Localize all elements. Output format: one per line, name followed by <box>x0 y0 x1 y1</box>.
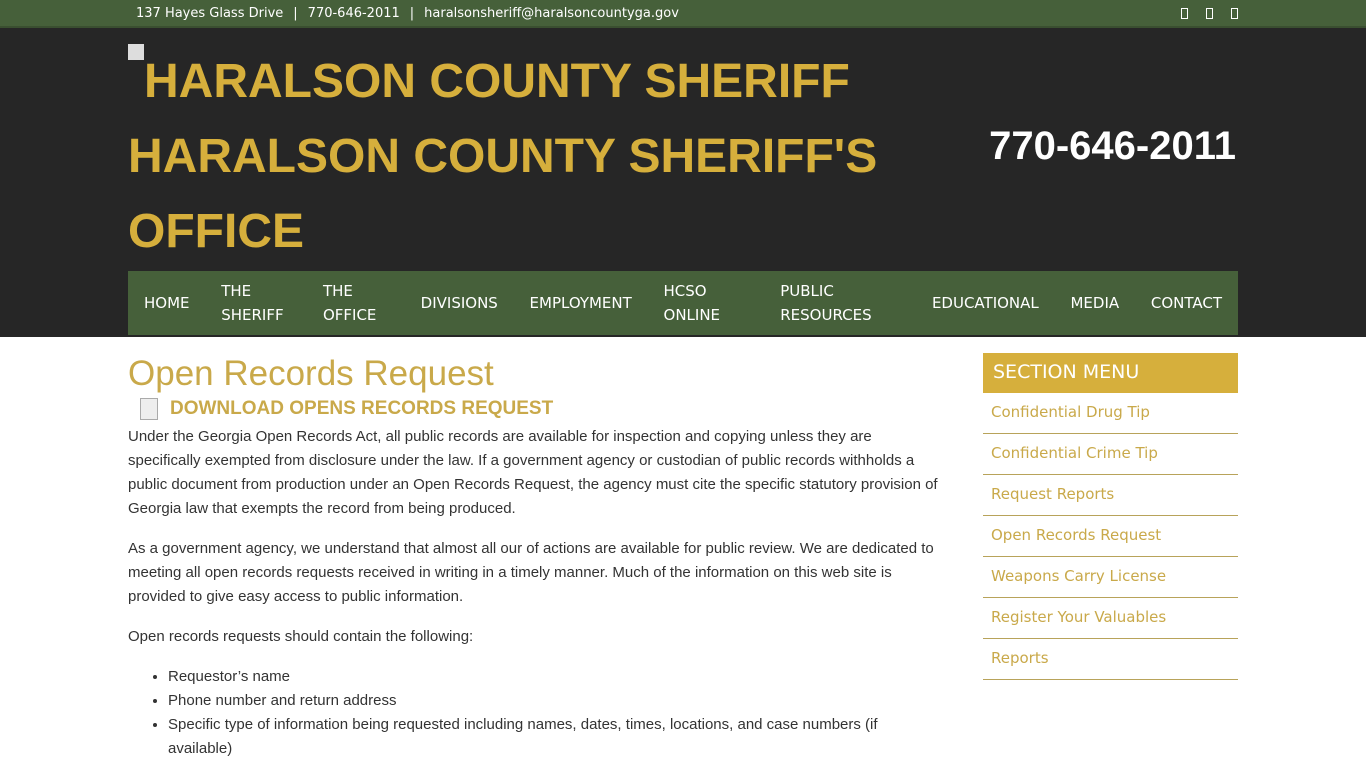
broken-image-icon <box>128 44 144 60</box>
section-menu <box>983 353 1238 761</box>
content <box>128 337 938 761</box>
header-phone[interactable]: 770-646-2011 <box>989 124 1236 168</box>
separator: | <box>409 5 415 21</box>
nav-employment[interactable]: EMPLOYMENT <box>529 294 632 312</box>
sidebar-item[interactable]: Confidential Drug Tip <box>983 393 1238 434</box>
sidebar-item[interactable]: Reports <box>983 639 1238 680</box>
document-icon <box>140 398 158 420</box>
nav-contact[interactable]: CONTACT <box>1150 294 1222 312</box>
nav-educational[interactable]: EDUCATIONAL <box>931 294 1039 312</box>
site-header <box>0 28 1366 337</box>
paragraph: Open records requests should contain the following: <box>128 628 474 645</box>
requirements-list <box>168 665 938 761</box>
top-phone[interactable]: 770-646-2011 <box>307 5 400 21</box>
nav-the-office[interactable]: THE OFFICE <box>322 282 377 324</box>
nav-home[interactable]: HOME <box>144 294 190 312</box>
facebook-icon[interactable] <box>1181 8 1188 19</box>
social-links <box>1181 8 1238 19</box>
paragraph: Under the Georgia Open Records Act, all public records are available for inspection and copying unless they are specifically exempted from disclosure under the law. If a government agency or custodian of public records withholds a public document from production under an Open Records Request, the agency must cite the specific statutory provision of Georgia law that exempts the record from being produced. <box>128 428 938 517</box>
nav-divisions[interactable]: DIVISIONS <box>420 294 498 312</box>
logo-alt-text: HARALSON COUNTY SHERIFF HARALSON COUNTY SHERIFF'S OFFICE <box>128 55 878 258</box>
nav-media[interactable]: MEDIA <box>1070 294 1120 312</box>
twitter-icon[interactable] <box>1206 8 1213 19</box>
nav-the-sheriff[interactable]: THE SHERIFF <box>221 282 284 324</box>
main-nav <box>128 271 1238 335</box>
logo[interactable] <box>128 44 928 269</box>
sidebar-item[interactable]: Open Records Request <box>983 516 1238 557</box>
sidebar-item[interactable]: Request Reports <box>983 475 1238 516</box>
paragraph: As a government agency, we understand that almost all our of actions are available for public review. We are dedicated to meeting all open records requests received in writing in a timely manner. Much of the information on this web site is provided to give easy access to public information. <box>128 540 934 605</box>
list-item: • Phone number and return address <box>168 689 938 713</box>
top-bar <box>0 0 1366 28</box>
download-label[interactable]: DOWNLOAD OPENS RECORDS REQUEST <box>170 398 554 419</box>
nav-public-resources[interactable]: PUBLIC RESOURCES <box>780 282 872 324</box>
list-item: • Requestor’s name <box>168 665 938 689</box>
sidebar-item[interactable]: Weapons Carry License <box>983 557 1238 598</box>
section-menu-title: SECTION MENU <box>983 353 1238 393</box>
contact-info <box>136 6 679 21</box>
sidebar-item[interactable]: Confidential Crime Tip <box>983 434 1238 475</box>
nav-hcso-online[interactable]: HCSO ONLINE <box>663 282 721 324</box>
list-item: • Specific type of information being requested including names, dates, times, locations, and case numbers (if available) <box>168 713 938 761</box>
instagram-icon[interactable] <box>1231 8 1238 19</box>
page-title: Open Records Request <box>128 354 494 393</box>
download-link[interactable] <box>140 397 938 421</box>
top-email[interactable]: haralsonsheriff@haralsoncountyga.gov <box>424 5 679 21</box>
separator: | <box>293 5 298 21</box>
sidebar-item[interactable]: Register Your Valuables <box>983 598 1238 639</box>
address: 137 Hayes Glass Drive <box>136 5 284 21</box>
